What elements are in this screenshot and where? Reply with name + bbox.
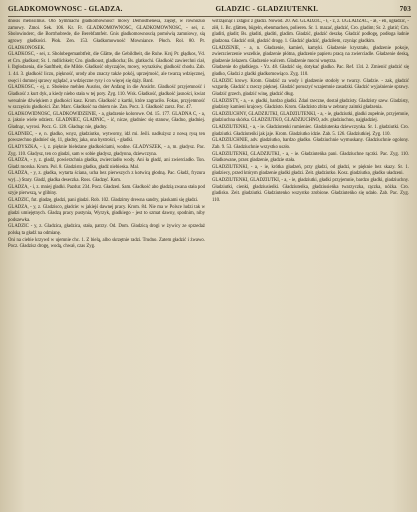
header-left-title: GLADKOMOWNOSC - GLADZA. xyxy=(8,5,123,13)
dictionary-entry: GLADYSZKA, - i, z. pięknie bieleżane gładkościami, wodne. GLADYSZEK, - a, m. gładysz. Pac. Zyg. 110. Gładysz, ten co gładzi, sam w sobie gładysz, gładynna, dziewczyna. xyxy=(8,144,205,157)
dictionary-entry: GLADNIEC, - e, n. gładko, wnyz, gładziutko, wytworny, idź mi. Jeśli. nadłużysz z nową rysą ten powszechno gładnieć się, 11, gładny, jaka, ona bystrości, - gładki. xyxy=(8,131,205,144)
text-columns xyxy=(8,19,411,509)
dictionary-entry: GLADZIUTENKI, - a, - ie. Gładziutenki rumieniec. Gładziutenka dziewczynka. Sr. 1. gładziutki. Cro. gładziutki. Gładziuteńki jak jaje. Krom. Gładziutko idzie. Zab. 5. 126. Gładziutkiej. Zyg. 110. xyxy=(212,125,409,137)
dictionary-entry: GLADKOSC, - ej, z. Sbołeine mehlen Ausriss, der Anfang in die Ansicht. Gładkość przyjemność i Gładkość z kurt dyk, a kiedy niebo stała w tej pory. Zyg. 110. Wsk. Gładkość, gładkość jasności, kwiat wersalnie dźwiękiem z gładkości kasz. Krom. Gładkość z kartki, które zagraciło. Fokas, przyjemność w szczęściu gładkości. Żar. Marc. Gładkość na dniem nie. Zan. Pocz. 3. Gładkość zarsz. Pac. 47. xyxy=(8,85,205,111)
dictionary-entry: GLADKOWIDNOSC, GLADKOWIDZENIE, - a, gładzenie kolorowe. Od. 15. 177. GLADNA C, - a, z. jaknie wiele odzierz. GLADNIEC, GLADNIC, - ić, nicze, gładniec się stanow, Gładno, gładniej. Gładnąc, wyrosi. Pocz. G. 128. Gładnąc nie, gładny. xyxy=(8,111,205,130)
running-header xyxy=(8,5,411,17)
page-number: 703 xyxy=(399,5,411,13)
dictionary-entry: GLADKOSC, - sei, z. Sbolobegemanbtfeit, die Glätte, die Gebildbeit, die Ruhe. Krsj Pr. głądkos, Vd. et Crn. gładkost; Sr. 1. mdlichkeit; Cro. gładkoust, gladkocha; Bs. glatkochi. Gładkość zawierchni ciał, ł. Ibgłodzenia, die Sanftheit, die Milde. Gładkość obyczajów, mowy, wyrazków, gładkość chodu. Zab. 1. 44. 3. gładkość liczu, piękność, urody abo znaczy także pokój, uprzejmość, ale twarzą wdzięcznej, swęci i dumnej sprawy oglądać, a wdzięczne rysy i co więcej się dąży. Bard. xyxy=(8,52,205,84)
dictionary-entry: wstrząsnąć i zstąpić z gładzi. Nowod. 20. Ad. GLADZIC, - ł, - z, z. UGLADZAC, - ał, - eli, ugładzić, - ziłł, 1. Bc. glätten, bügeln, ebenmachen, polieren. Sr. 1. mazać, gładzić, Cro. gladim; Sr. 2. glatić; Crn. gladiti, gładit; Bs. gładiti, gładiti, gladim. Gładzić, gładzić deszkę. Gładzić podłogę, podłoga ładnie gładzona. Gładzić stół, gładzić drogę. 1. Gładzić gładzić, gładziłem, czyniąc gładkim. xyxy=(212,19,409,44)
left-column xyxy=(8,19,205,509)
dictionary-entry: GLADZIC krowy. Krom. Gładzić za wody i gładzenie stodoły w twarzy. Gladzie. - zak, gładzić wzgardę. Gładzić z rzeczy pięknej. Gładzić poruszyć wzajemnie zasadzki. Gładzić wyjaśnienie sprawy. Gładzić grzech, gładzić winę, gładzić dług. xyxy=(212,78,409,97)
dictionary-entry: GLADZIUTENKI, GLADZIUTKI, - a, - ie, gładziutki, gładki przyjemnie, bardzo gładki, gładziuchny. Gładziutki, cienki, gładziusieńki. Gładziuteńka, gładziusieńka twarzyczka, rączka, nóżka. Cro. gladisko. Zeit. gładziutki. Gładziutenko wszystko zrobione. Gładziuteńko się udało. Zab. Pac. Zyg. 110. xyxy=(212,178,409,203)
dictionary-entry: GLADZA, - i, z. mniej gładki. Pazdur. 234. Pocz. Gładzeń. Sam. Gładkość abo gładzią zwana stała pod szyje pierwszą, w glibiny. xyxy=(8,184,205,197)
header-right xyxy=(210,5,412,13)
dictionary-entry: GLADZIUCHNY, GLADZIUTKI, GLADZIUTENKI, - a, - ie, gładziutki, gładki zupełnie, przyjemnie, gładziuchna skórka. GLADZIUTKO, GLADZIUCHNO, adv. gładziuchno, najgładziej. xyxy=(212,111,409,124)
dictionary-entry: GLADZIUCHNIE, adv. gładziutko, bardzo gładko. Gładziuchnie wymuskany. Gładziuchnie ogolony. Zab. 9. 53. Gładziuchnie wszystko uszło. xyxy=(212,138,409,150)
dictionary-entry: GLADZIC - y, z. Gladzica, gładzica, stała, patrzy. Od. Dom. Gładzicą drogi w żywicy ze sprzedaż polską ta gładź na odmianę. xyxy=(8,224,205,236)
dictionary-entry: Oni na ciebie krzywd w ujemnie chc. 1. Z bielą, albo skrzętnie radzi. Trudno. Zatem gładzić i żwawo. Pocz. Gładzisz drogę, wodą, chwał, czas Zyg. xyxy=(8,237,205,250)
dictionary-entry: Gładzenie do gładkiego. - Yz. 48. Gładzić się, dotykać gładko. Pac. Ref. 134. 2. Zmienić gładzić się gładko, Gładzi z gladki gładkomowiąco. Zyg. 110. xyxy=(212,65,409,77)
dictionary-entry: GLADZA, - y, z. Gladzisco, gładcie: w jakiejś dawnej pracy. Krom. 84. Nie ma w Polsce ludzi tak w gładzi umiejętnych. Gładzą pracy pustynia, Wyrzyk, gładkiego - jest to szmat dawny, spodnim, niby podszewka. xyxy=(8,204,205,223)
dictionary-entry: GLADZIUTENKI, - a, - ie, krótka gładzeń, przy gładzi, od gładzi, w pięknie bez skazy. Sr. 1. gładziecy, przed którym gładzenie gładki gładzi. Zeit. gładziutko. Kosz. gładziutko, gładko uładzeni. xyxy=(212,164,409,177)
header-left xyxy=(8,5,210,13)
right-column xyxy=(212,19,409,509)
header-center-title: GLADZIC - GLADZIUTENKI. xyxy=(215,5,319,13)
dictionary-entry: GLADZISTY, - a, - e. gładki, bardzo gładki. Zdań rzeczne, dostał gładzisty. Gładzisty szew. Gladzisty, gładzisty kamieni krajowy. Gładzisto. Krom. Gładzisto zbita w zebrany zaimki gładzenia. xyxy=(212,98,409,111)
dictionary-entry: GLADZA, - y, z. gładź, powierzchnia gładka, zwierciadło wody. Ani ła gładź, ani zwierciadło. Ton. Gładż morska. Krom. Pol. 8. Gładzisto gładko, gładź niebieska. Mal. xyxy=(8,158,205,170)
dictionary-entry: GLADZIUTENKI, GLADZIUTKI, - a, - ie. Gładziuteńka pani. Gładziuchne rączki. Pac. Zyg. 110. Gładkowane, przez gładzenie, gładzie stała. xyxy=(212,151,409,164)
dictionary-entry: dnosis mëlissimus. Oto Symmachi gładkomownosc! mowy Demosthenesa, zięzęt, w rownozuo zamowy. Zmoi. Sek. 106. Kr. Fr. GLADKOMOWNOSC, GLADKOMOWNOSC, - sei, z. Sbolowinderc, die Bortrhobrede, die Berebfamfeit. Gnis gładkomownoscią pomówią zamniowy, sią agrowy gładkości. Płok. Zen. 153. Gładkomowność Mowniance. Płoch. Rol. 80. Pr. GLADKONOSEK. xyxy=(8,19,205,51)
dictionary-entry: GLADZIC, fut. gładzę, gładzi, pani gładzi. Rob. 102. Gładzimy drewna sandry, piaskami się gładzi. xyxy=(8,197,199,203)
dictionary-entry: GLADZENIE, - a, n. Gładzenie, kamień, kamyki. Gładzenie kryształu, gładzenie pokoje, zwierzcierzenie wszelkie, gładzenie płótna, gładzenie papieru pracą na zwierciadle. Gładzenie deską, gładzenie żelazem. Gładzenie walcem. Gładzenie mocni wnętrza. xyxy=(212,45,409,64)
dictionary-entry: GLADZA, - y, z. gładka, wytarta ściana, ucha bez pierwszych z kotwicą głodną. Pac. Gładź, fryzura wy(...) Stary. Gładź, gładka deseczka. Ross. Gładzęć. Kom. xyxy=(8,171,205,183)
